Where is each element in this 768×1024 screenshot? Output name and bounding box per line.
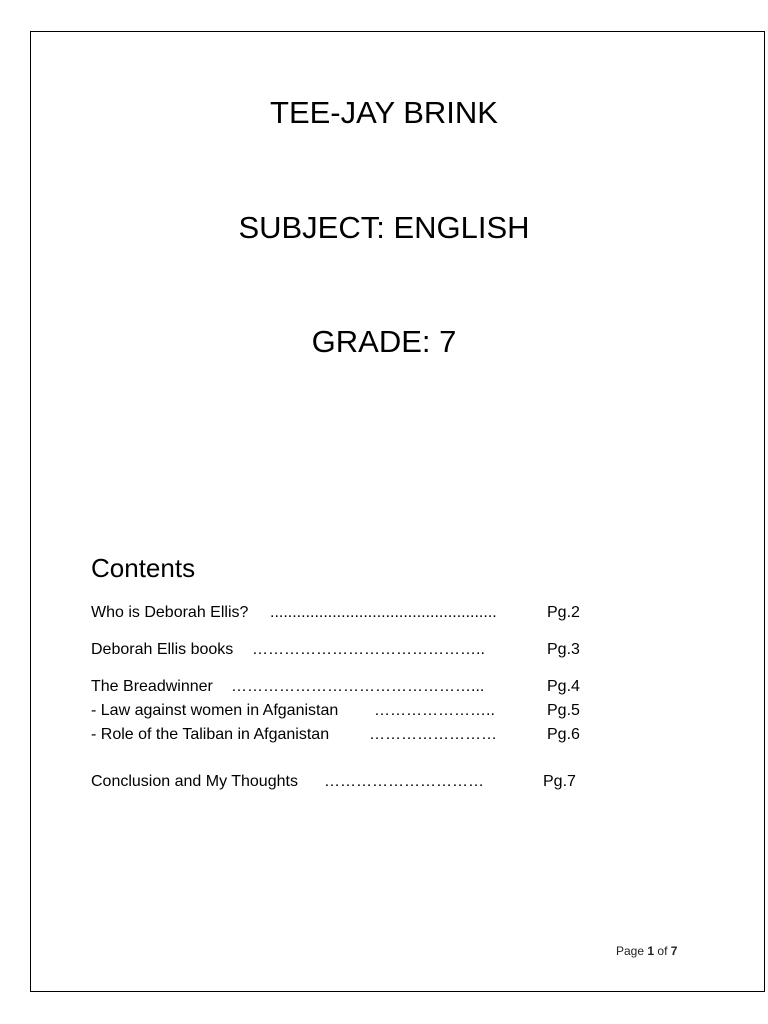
footer-of-word: of: [657, 944, 668, 958]
contents-title: Contents: [91, 553, 196, 583]
toc-page-number: Pg.4: [547, 678, 580, 695]
toc-page-number: Pg.5: [547, 702, 580, 719]
toc-leader: ………………………………………...: [231, 678, 485, 695]
toc-page-number: Pg.3: [547, 641, 580, 658]
toc-leader: ……………………: [369, 726, 497, 743]
page-number-footer: [616, 943, 677, 959]
page-border: [30, 31, 765, 992]
toc-entry-title: The Breadwinner: [91, 678, 213, 695]
grade-line: GRADE: 7: [311, 324, 457, 359]
student-name: TEE-JAY BRINK: [270, 95, 498, 130]
toc-page-number: Pg.2: [547, 604, 580, 621]
toc-entry-title: Deborah Ellis books: [91, 641, 234, 658]
toc-entry-title: - Law against women in Afganistan: [91, 702, 339, 719]
toc-entry-title: Conclusion and My Thoughts: [91, 773, 298, 790]
footer-page-number: 1: [647, 944, 655, 958]
toc-page-number: Pg.6: [547, 726, 580, 743]
toc-leader: ...................................................: [270, 604, 497, 621]
toc-leader: …………………..: [374, 702, 495, 719]
toc-entry-title: Who is Deborah Ellis?: [91, 604, 249, 621]
toc-leader: …………………………: [324, 773, 484, 790]
footer-page-word: Page: [616, 944, 645, 958]
toc-leader: ……………………………………..: [252, 641, 485, 658]
footer-total-pages: 7: [670, 944, 678, 958]
toc-page-number: Pg.7: [543, 773, 576, 790]
subject-line: SUBJECT: ENGLISH: [238, 210, 530, 245]
toc-entry-title: - Role of the Taliban in Afganistan: [91, 726, 330, 743]
